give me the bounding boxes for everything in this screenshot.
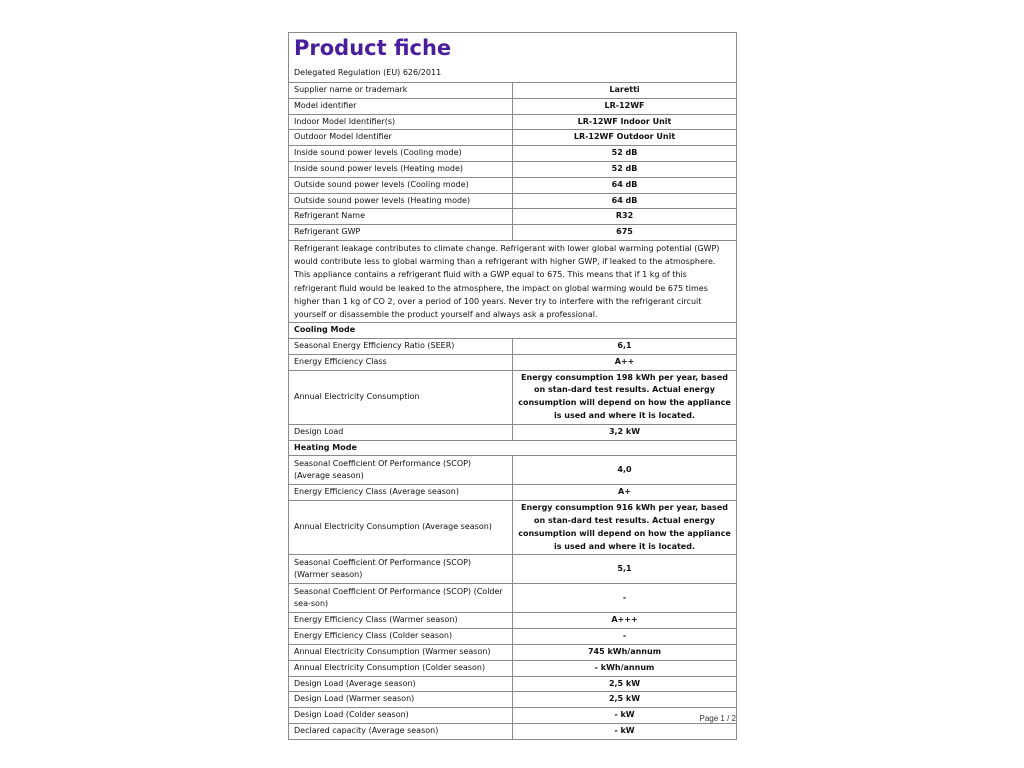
refrigerant-note: Refrigerant leakage contributes to climate change. Refrigerant with lower global warming potential (GWP) would contribute less to global warming than a refrigerant with higher GWP, if leaked to the atmosphere. This appliance contains a refrigerant fluid with a GWP equal to 675. This means that if 1 kg of this refrigerant fluid would be leaked to the atmosphere, the impact on global warming would be 675 times higher than 1 kg of CO 2, over a period of 100 years. Never try to interfere with the refrigerant circuit yourself or disassemble the product yourself and always ask a professional. xyxy=(289,240,737,322)
table-row-scop-average xyxy=(289,456,737,485)
table-row-heating-electricity-colder xyxy=(289,660,737,676)
row-value: 3,2 kW xyxy=(513,424,737,440)
row-label: Outside sound power levels (Cooling mode) xyxy=(289,177,513,193)
row-label: Energy Efficiency Class (Warmer season) xyxy=(289,613,513,629)
row-value: LR-12WF xyxy=(513,98,737,114)
row-value: 5,1 xyxy=(513,555,737,584)
row-label: Energy Efficiency Class xyxy=(289,354,513,370)
row-value: - kWh/annum xyxy=(513,660,737,676)
row-label: Annual Electricity Consumption (Warmer season) xyxy=(289,644,513,660)
row-label: Model identifier xyxy=(289,98,513,114)
page-number: Page 1 / 2 xyxy=(699,714,736,723)
row-value: Energy consumption 198 kWh per year, based on stan-dard test results. Actual energy consumption will depend on how the appliance is used and where it is located. xyxy=(513,370,737,424)
row-label: Supplier name or trademark xyxy=(289,83,513,99)
row-value: 52 dB xyxy=(513,161,737,177)
row-value: - kW xyxy=(513,708,737,724)
table-row-cooling-design-load xyxy=(289,424,737,440)
row-value: 2,5 kW xyxy=(513,692,737,708)
table-row-refrigerant-gwp xyxy=(289,225,737,241)
row-label: Seasonal Coefficient Of Performance (SCOP) (Average season) xyxy=(289,456,513,485)
table-row-model-identifier xyxy=(289,98,737,114)
row-value: A++ xyxy=(513,354,737,370)
table-row-inside-sound-cooling xyxy=(289,146,737,162)
row-value: 52 dB xyxy=(513,146,737,162)
row-label: Inside sound power levels (Cooling mode) xyxy=(289,146,513,162)
row-value: 64 dB xyxy=(513,193,737,209)
table-row-design-load-warmer xyxy=(289,692,737,708)
row-label: Inside sound power levels (Heating mode) xyxy=(289,161,513,177)
row-label: Refrigerant Name xyxy=(289,209,513,225)
row-label: Seasonal Coefficient Of Performance (SCOP) (Colder sea-son) xyxy=(289,584,513,613)
fiche-header-cell xyxy=(289,33,737,83)
row-label: Declared capacity (Average season) xyxy=(289,723,513,739)
table-row-seer xyxy=(289,338,737,354)
row-value: LR-12WF Outdoor Unit xyxy=(513,130,737,146)
page-title: Product fiche xyxy=(294,36,452,60)
table-row-refrigerant-name xyxy=(289,209,737,225)
product-fiche-table xyxy=(288,32,737,740)
row-value: - xyxy=(513,629,737,645)
table-row-cooling-electricity xyxy=(289,370,737,424)
row-label: Design Load (Average season) xyxy=(289,676,513,692)
row-label: Indoor Model Identifier(s) xyxy=(289,114,513,130)
fiche-header-row xyxy=(289,33,737,83)
table-row-heating-electricity-warmer xyxy=(289,644,737,660)
table-row-heating-efficiency-colder xyxy=(289,629,737,645)
section-heading-heating: Heating Mode xyxy=(289,440,737,456)
table-row-design-load-average xyxy=(289,676,737,692)
row-label: Seasonal Coefficient Of Performance (SCOP) (Warmer season) xyxy=(289,555,513,584)
row-value: 2,5 kW xyxy=(513,676,737,692)
table-row-scop-colder xyxy=(289,584,737,613)
row-label: Annual Electricity Consumption (Average season) xyxy=(289,501,513,555)
row-label: Design Load (Warmer season) xyxy=(289,692,513,708)
table-row-heating-efficiency-warmer xyxy=(289,613,737,629)
table-row-outdoor-model xyxy=(289,130,737,146)
row-value: - xyxy=(513,584,737,613)
row-value: 64 dB xyxy=(513,177,737,193)
row-value: 675 xyxy=(513,225,737,241)
row-value: A+ xyxy=(513,485,737,501)
row-label: Outside sound power levels (Heating mode) xyxy=(289,193,513,209)
row-label: Energy Efficiency Class (Average season) xyxy=(289,485,513,501)
table-row-heating-electricity-average xyxy=(289,501,737,555)
row-value: 745 kWh/annum xyxy=(513,644,737,660)
table-row-inside-sound-heating xyxy=(289,161,737,177)
row-value: Energy consumption 916 kWh per year, based on stan-dard test results. Actual energy consumption will depend on how the appliance is used and where it is located. xyxy=(513,501,737,555)
table-row-cooling-efficiency-class xyxy=(289,354,737,370)
row-label: Outdoor Model Identifier xyxy=(289,130,513,146)
row-value: 4,0 xyxy=(513,456,737,485)
row-label: Design Load xyxy=(289,424,513,440)
row-label: Annual Electricity Consumption xyxy=(289,370,513,424)
table-row-declared-capacity xyxy=(289,723,737,739)
row-value: LR-12WF Indoor Unit xyxy=(513,114,737,130)
section-row-heating xyxy=(289,440,737,456)
table-row-indoor-model xyxy=(289,114,737,130)
row-value: A+++ xyxy=(513,613,737,629)
table-row-heating-efficiency-average xyxy=(289,485,737,501)
row-value: Laretti xyxy=(513,83,737,99)
table-row-design-load-colder xyxy=(289,708,737,724)
row-label: Annual Electricity Consumption (Colder season) xyxy=(289,660,513,676)
section-heading-cooling: Cooling Mode xyxy=(289,323,737,339)
row-label: Seasonal Energy Efficiency Ratio (SEER) xyxy=(289,338,513,354)
row-label: Refrigerant GWP xyxy=(289,225,513,241)
row-value: 6,1 xyxy=(513,338,737,354)
section-row-cooling xyxy=(289,323,737,339)
table-row-refrigerant-note xyxy=(289,240,737,322)
regulation-reference: Delegated Regulation (EU) 626/2011 xyxy=(294,68,442,77)
table-row-supplier xyxy=(289,83,737,99)
table-row-scop-warmer xyxy=(289,555,737,584)
row-label: Design Load (Colder season) xyxy=(289,708,513,724)
row-label: Energy Efficiency Class (Colder season) xyxy=(289,629,513,645)
table-row-outside-sound-heating xyxy=(289,193,737,209)
row-value: R32 xyxy=(513,209,737,225)
table-row-outside-sound-cooling xyxy=(289,177,737,193)
row-value: - kW xyxy=(513,723,737,739)
